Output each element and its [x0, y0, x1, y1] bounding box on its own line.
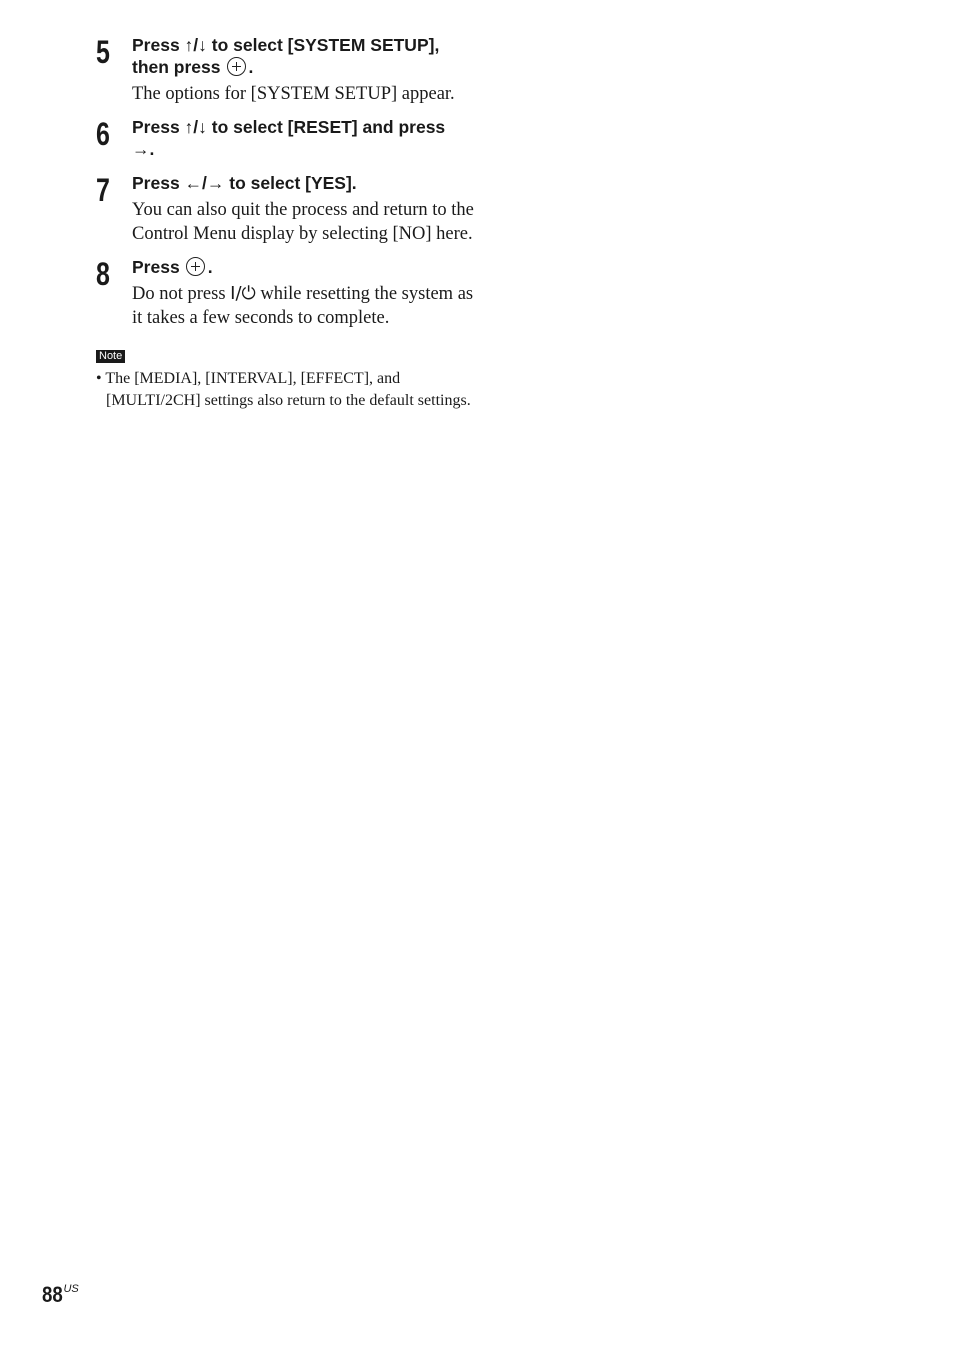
step-heading: Press ↑/↓ to select [RESET] and press →. — [132, 117, 446, 159]
step-5 — [96, 34, 476, 106]
power-icon: I/⏻ — [230, 283, 256, 304]
step-8 — [96, 256, 476, 330]
instructions-column — [96, 34, 476, 412]
note-badge: Note — [96, 350, 125, 363]
page-number: $88^{US}$ — [42, 1282, 79, 1307]
step-number: 8 — [96, 256, 110, 292]
note-section — [96, 330, 476, 412]
step-body: Do not press I/⏻ while resetting the system as it takes a few seconds to complete. — [132, 283, 474, 328]
step-number: 5 — [96, 34, 110, 70]
step-7 — [96, 172, 476, 246]
step-body: The options for [SYSTEM SETUP] appear. — [132, 84, 455, 104]
enter-button-icon — [227, 57, 246, 76]
step-number: 7 — [96, 172, 110, 208]
step-heading: Press . — [132, 257, 213, 277]
step-body: You can also quit the process and return to the Control Menu display by selecting [NO] here. — [132, 200, 474, 244]
step-number: 6 — [96, 116, 110, 152]
step-heading: Press ←/→ to select [YES]. — [132, 173, 357, 193]
note-item: • The [MEDIA], [INTERVAL], [EFFECT], and [MULTI/2CH] settings also return to the default settings. — [96, 370, 471, 409]
enter-button-icon — [186, 257, 205, 276]
step-6 — [96, 116, 476, 160]
step-heading: Press ↑/↓ to select [SYSTEM SETUP], then press . — [132, 35, 440, 77]
